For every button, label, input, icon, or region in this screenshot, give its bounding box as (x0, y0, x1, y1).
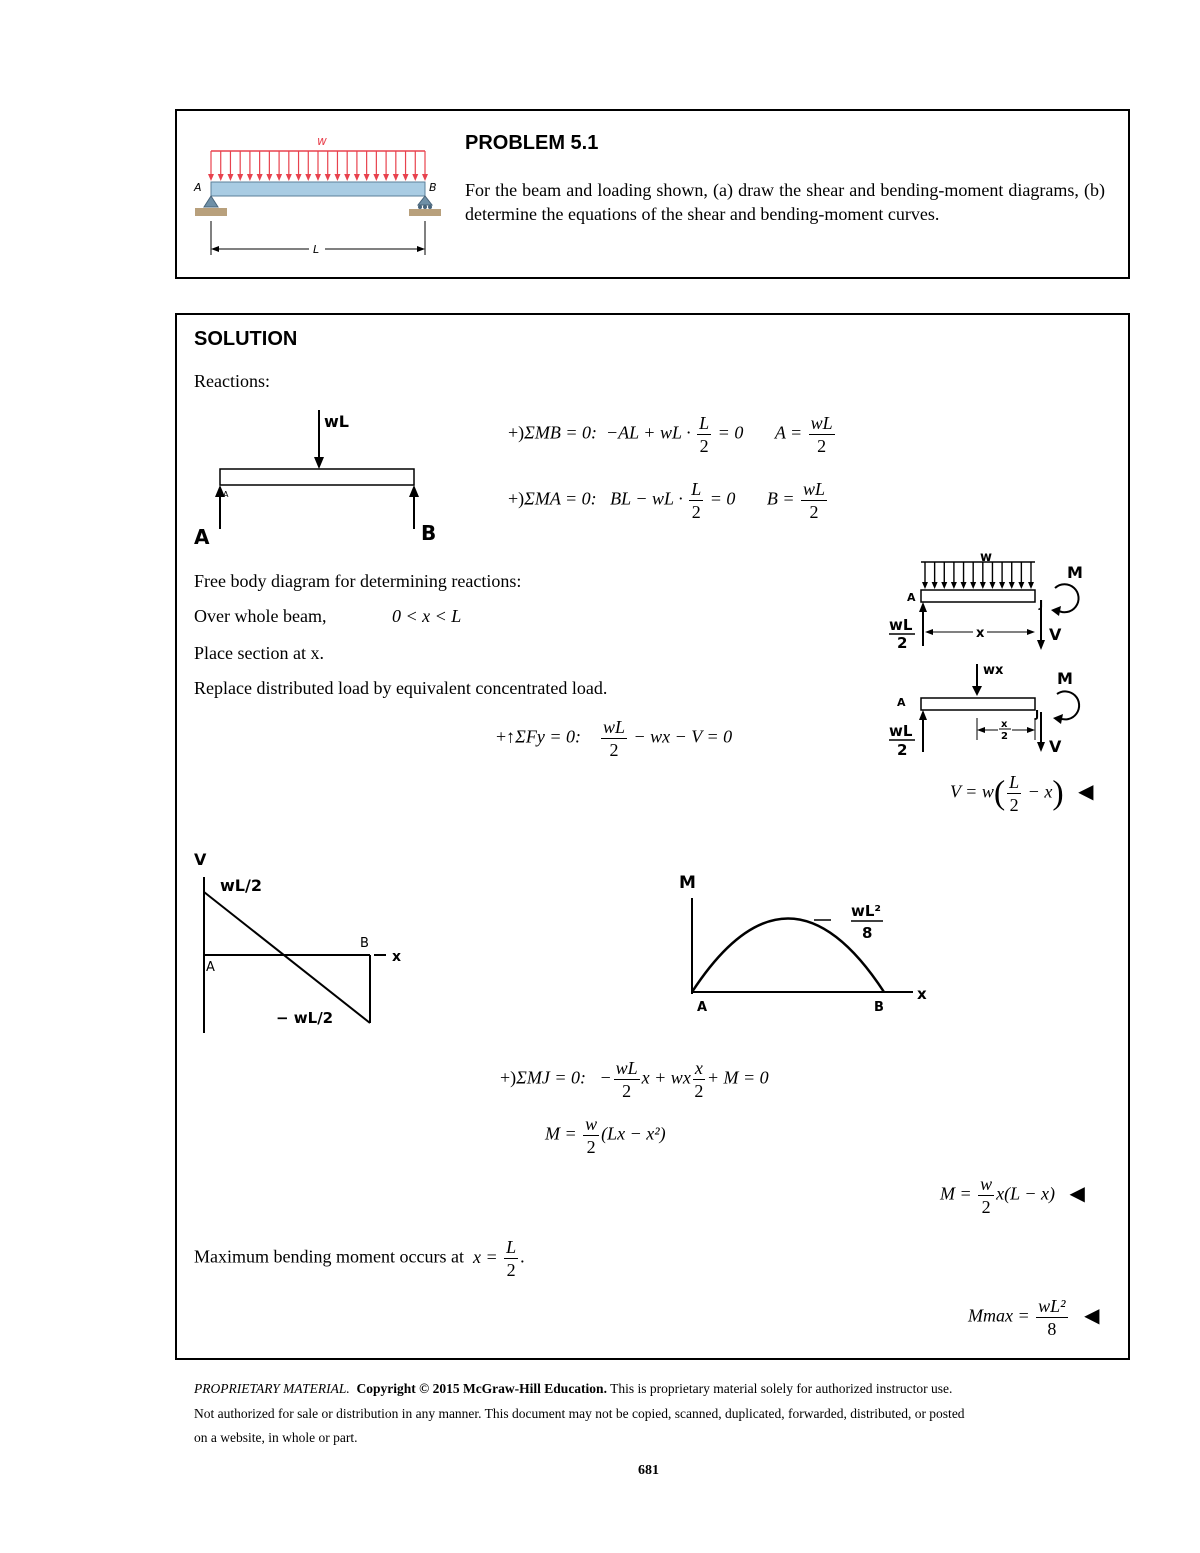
place-section-text: Place section at x. (194, 643, 324, 663)
load-arrowhead (344, 174, 350, 181)
load-arrowhead (1018, 582, 1024, 589)
load-arrowhead (305, 174, 311, 181)
load-arrowhead (218, 174, 224, 181)
svg-text:2: 2 (1001, 731, 1008, 742)
load-arrowhead (257, 174, 263, 181)
range-text: 0 < x < L (392, 606, 462, 626)
load-arrowhead (932, 582, 938, 589)
moment-curve (692, 919, 884, 993)
beam-figure (189, 129, 449, 269)
load-arrowhead (922, 582, 928, 589)
replace-load-text: Replace distributed load by equivalent concentrated load. (194, 678, 608, 698)
svg-text:V: V (194, 850, 207, 869)
equation-force-y: +↑ΣFy = 0: $\frac{wL}{2}$ − wx − V = 0 (496, 717, 733, 760)
equation-moment-j: +)ΣMJ = 0: − $\frac{wL}{2}$ x + wx $\frac{x}{2}$ + M = 0 (500, 1058, 769, 1101)
load-arrowhead (961, 582, 967, 589)
svg-text:A: A (907, 591, 916, 604)
footer-notice: PROPRIETARY MATERIAL. Copyright © 2015 McGraw-Hill Education. This is proprietary material solely for authorized instructor use. Not authorized for sale or distribution in any manner. This document may not be copied, scanned, duplicated, forwarded, distributed, or posted on a website, in whole or part. (194, 1381, 965, 1445)
moment-result: M = $\frac{w}{2}$ x(L − x) ◀ (940, 1174, 1085, 1217)
load-arrowhead (970, 582, 976, 589)
moment-diagram (675, 868, 945, 1018)
svg-text:B: B (874, 1000, 884, 1015)
reactions-label: Reactions: (194, 371, 270, 391)
equation-moment-b: +)ΣMB = 0: −AL + wL · $\frac{L}{2}$ = 0 A = $\frac{wL}{2}$ (508, 413, 833, 456)
svg-text:wL: wL (889, 722, 913, 740)
svg-text:− wL/2: − wL/2 (276, 1009, 334, 1027)
solution-title: SOLUTION (194, 328, 298, 350)
ground-a (195, 208, 227, 216)
support-a-label: A (194, 181, 202, 194)
svg-text:2: 2 (897, 634, 908, 652)
svg-text:V: V (1049, 625, 1062, 644)
result-marker: ◀ (1078, 780, 1094, 803)
equation-m: M = $\frac{w}{2}$ (Lx − x²) (545, 1114, 666, 1157)
load-arrowhead (422, 174, 428, 181)
section-fbd-concentrated (885, 660, 1095, 770)
svg-text:wL²: wL² (851, 902, 881, 920)
load-arrowhead (354, 174, 360, 181)
load-arrowhead (276, 174, 282, 181)
support-b-label: B (429, 181, 437, 194)
problem-statement: For the beam and loading shown, (a) draw the shear and bending-moment diagrams, (b) determine the equations of the shear and bending-moment curves. (465, 180, 1105, 224)
load-arrowhead (1028, 582, 1034, 589)
svg-text:J: J (1035, 708, 1040, 721)
load-label: w (317, 134, 327, 148)
max-moment-result: Mmax = $\frac{\text{wL²}}{8}$ ◀ (968, 1296, 1100, 1339)
fbd-caption: Free body diagram for determining reactions: (194, 571, 522, 591)
svg-text:wL/2: wL/2 (220, 876, 262, 895)
load-arrowhead (247, 174, 253, 181)
problem-title: PROBLEM 5.1 (465, 132, 599, 154)
svg-text:x: x (917, 985, 927, 1003)
load-arrowhead (334, 174, 340, 181)
ground-b (409, 209, 441, 216)
shear-line (204, 892, 370, 1023)
svg-text:2: 2 (897, 741, 908, 759)
fbd-beam (220, 469, 414, 485)
svg-text:V: V (1049, 737, 1062, 756)
load-arrowhead (296, 174, 302, 181)
svg-text:8: 8 (862, 924, 873, 942)
page-number: 681 (638, 1463, 659, 1478)
svg-text:M: M (679, 873, 696, 893)
fbd-label-b: B (421, 521, 437, 545)
svg-text:B: B (360, 936, 369, 951)
load-arrowhead (266, 174, 272, 181)
svg-text:x: x (976, 626, 985, 641)
load-arrowhead (237, 174, 243, 181)
svg-text:wL: wL (889, 616, 913, 634)
load-arrowhead (208, 174, 214, 181)
equation-moment-a: +)ΣMA = 0: BL − wL · $\frac{L}{2}$ = 0 B = $\frac{wL}{2}$ (508, 479, 826, 522)
shear-diagram (188, 845, 418, 1040)
pin-support-a (204, 196, 218, 207)
svg-text:w: w (980, 550, 993, 565)
load-arrowhead (393, 174, 399, 181)
load-arrowhead (315, 174, 321, 181)
over-whole-beam: Over whole beam, (194, 606, 327, 626)
load-arrowhead (364, 174, 370, 181)
fbd-label-a: A (194, 525, 210, 549)
load-arrowhead (941, 582, 947, 589)
shear-result: V = w( $\frac{L}{2}$ − x) ◀ (950, 772, 1094, 815)
svg-text:M: M (1067, 563, 1083, 582)
section-fbd-distributed (885, 548, 1095, 658)
svg-text:A: A (897, 696, 906, 709)
load-arrowhead (412, 174, 418, 181)
load-arrowhead (373, 174, 379, 181)
load-arrowhead (383, 174, 389, 181)
load-arrowhead (951, 582, 957, 589)
load-arrowhead (325, 174, 331, 181)
load-arrowhead (286, 174, 292, 181)
svg-text:J: J (1039, 598, 1044, 611)
svg-text:x: x (392, 949, 402, 965)
fbd-small-a: A (223, 490, 229, 499)
svg-text:wx: wx (983, 663, 1004, 678)
problem-box (175, 109, 1130, 279)
svg-text:A: A (697, 1000, 708, 1015)
load-arrowhead (989, 582, 995, 589)
svg-text:A: A (206, 960, 215, 975)
svg-text:M: M (1057, 669, 1073, 688)
svg-text:x: x (1001, 719, 1008, 730)
load-arrowhead (999, 582, 1005, 589)
load-arrowhead (980, 582, 986, 589)
load-arrowhead (227, 174, 233, 181)
result-marker: ◀ (1084, 1304, 1100, 1327)
fbd-load-label: wL (324, 412, 349, 431)
load-arrowhead (403, 174, 409, 181)
reactions-fbd (190, 405, 450, 550)
max-moment-text: Maximum bending moment occurs at x = $\frac{L}{2}$ . (194, 1237, 525, 1280)
load-arrowhead (1009, 582, 1015, 589)
result-marker: ◀ (1069, 1182, 1085, 1205)
beam (211, 182, 425, 196)
span-label: L (313, 243, 320, 256)
roller-support-b (418, 196, 432, 205)
